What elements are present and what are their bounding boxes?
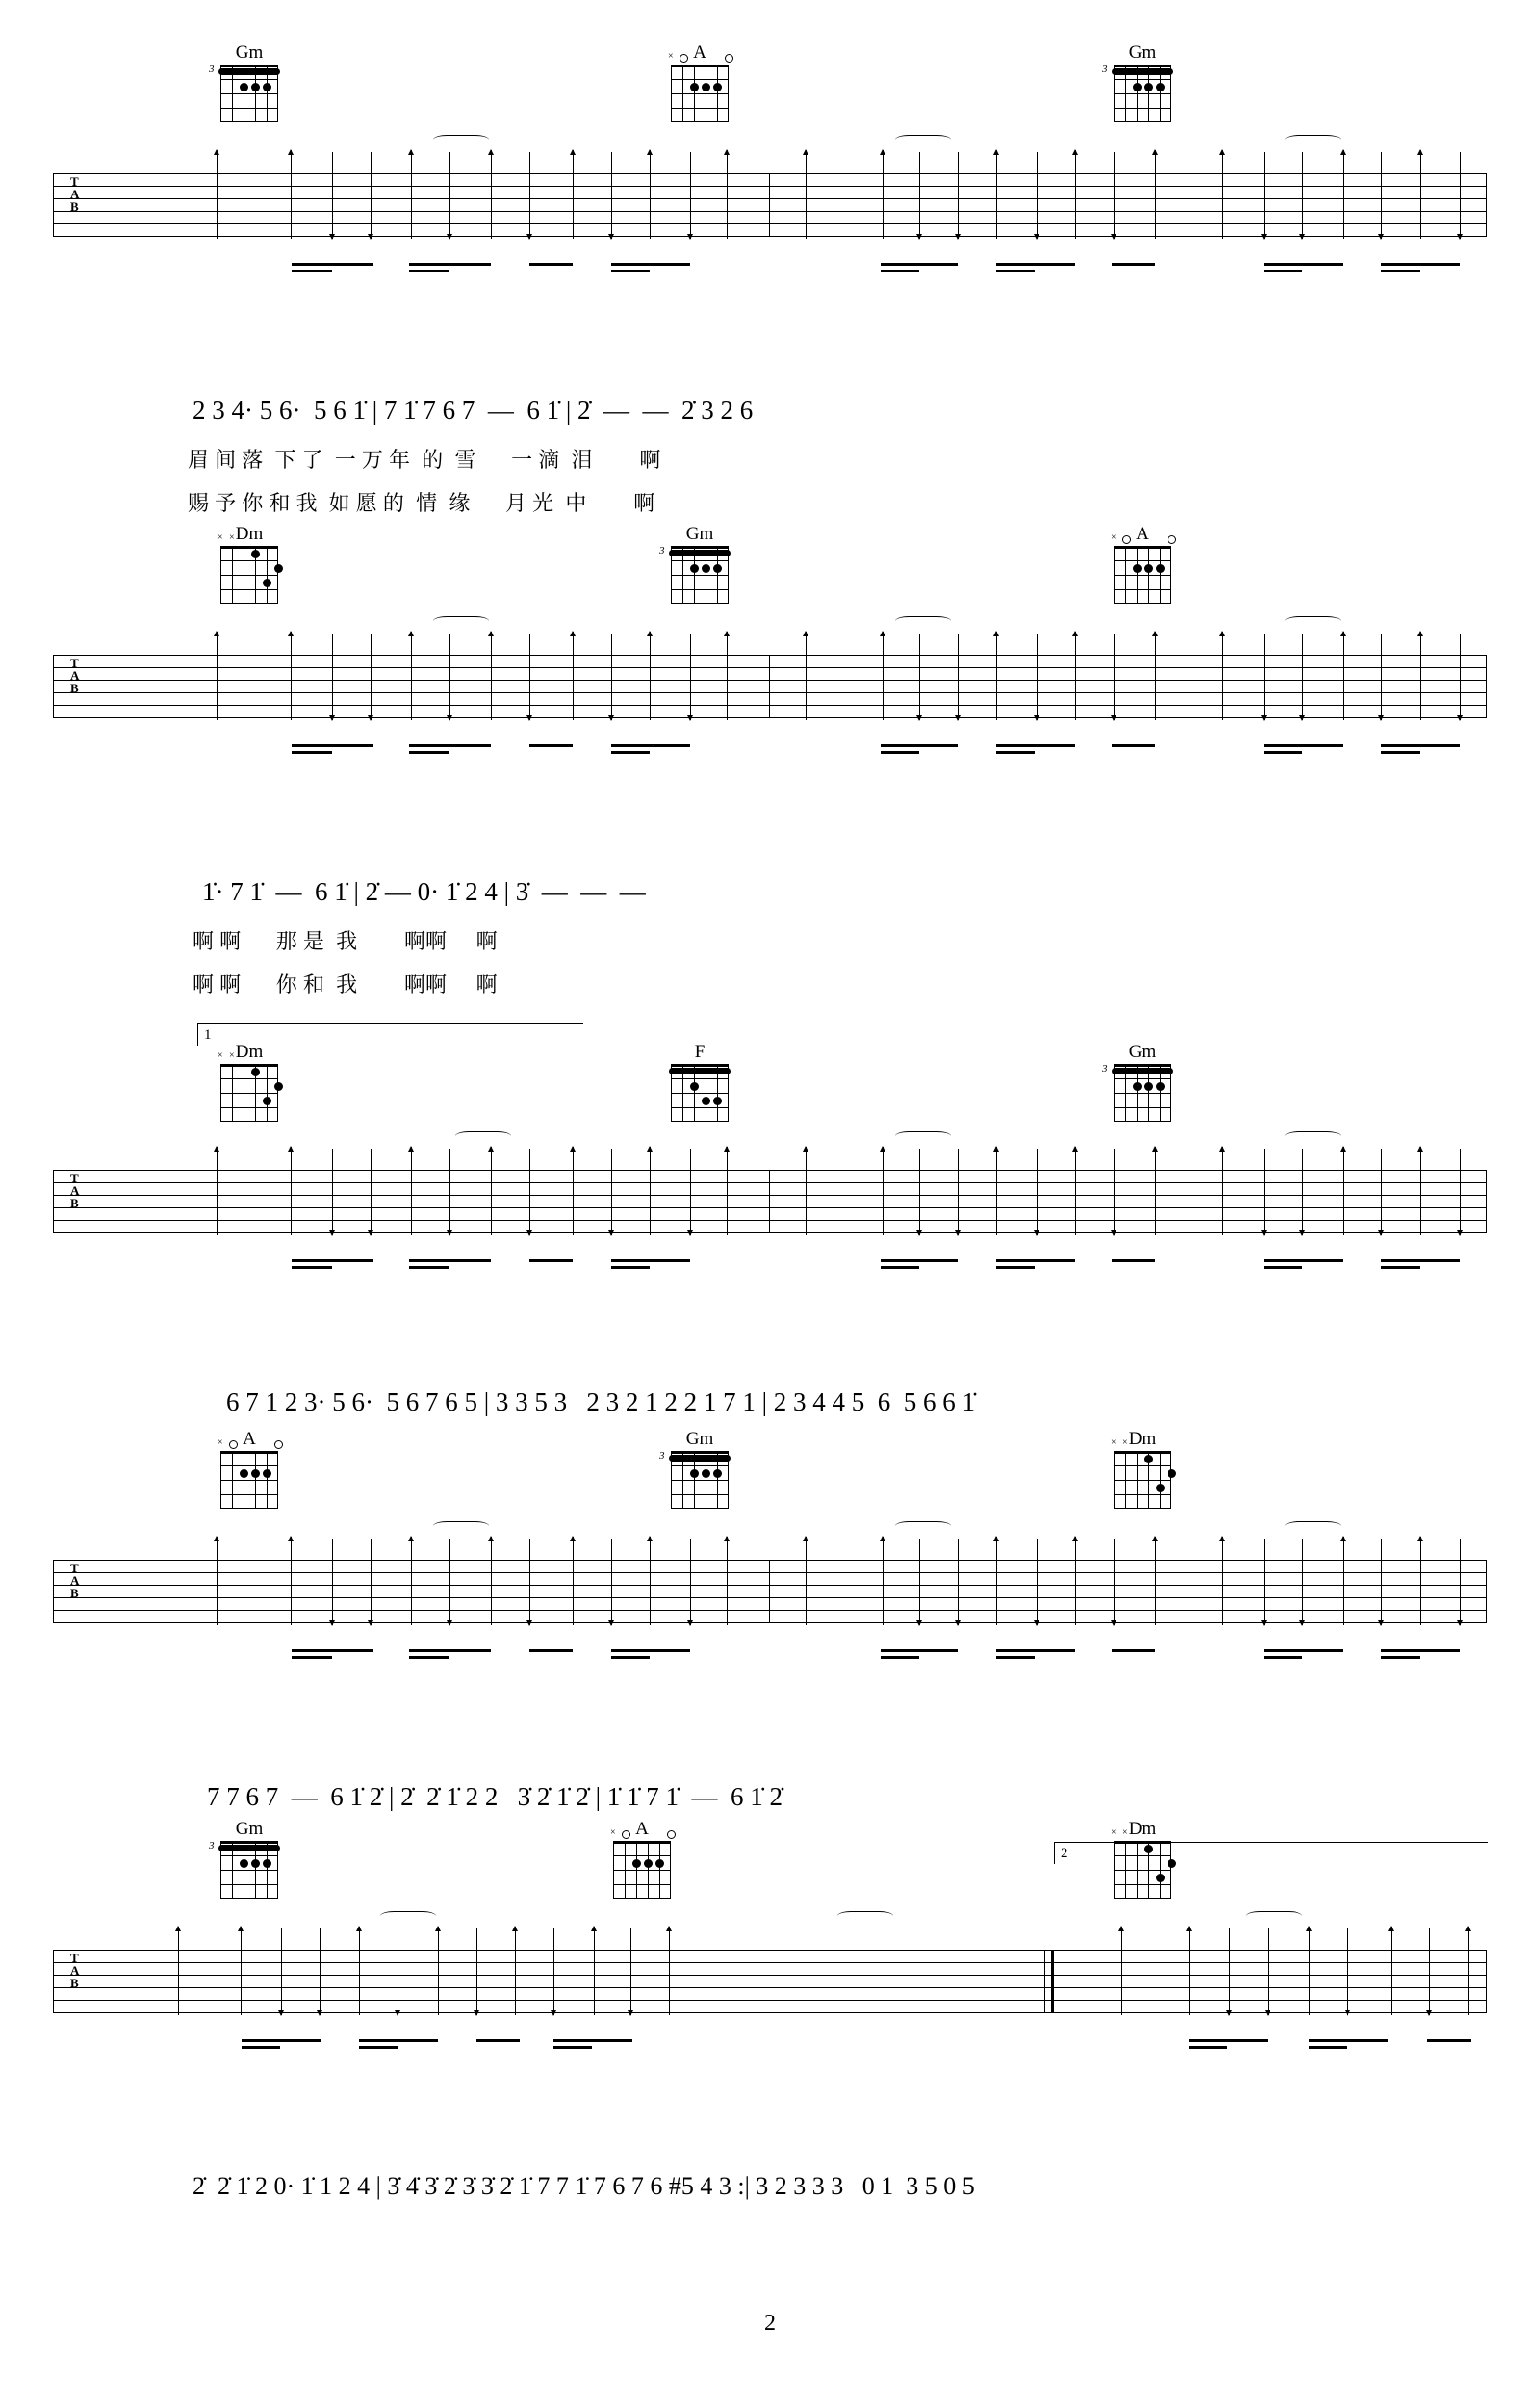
chord-fret-number: 3 xyxy=(1102,64,1108,75)
muted-string-marker: × xyxy=(229,1050,235,1061)
open-string-marker xyxy=(1168,535,1176,544)
muted-string-marker: × xyxy=(610,1827,616,1838)
chord-diagram-a xyxy=(1107,525,1178,604)
chord-diagram-dm xyxy=(1107,1430,1178,1509)
chord-diagram-f xyxy=(664,1043,735,1122)
notation-text: 7 7 6 7 — 6 1̇ 2̇ | 2̇ 2̇ 1̇ 2 2 3̇ 2̇ 1̇ 2̇ | 1̇ 1̇ 7 1̇ — 6 1̇ 2̇ xyxy=(207,1782,783,1811)
tab-clef: T A B xyxy=(70,1171,80,1210)
chord-name: Gm xyxy=(1128,1042,1157,1062)
muted-string-marker: × xyxy=(1111,532,1116,543)
tab-staff xyxy=(53,1560,1487,1637)
muted-string-marker: × xyxy=(218,532,223,543)
open-string-marker xyxy=(274,1440,283,1449)
open-string-marker xyxy=(667,1830,676,1839)
lyrics-verse-2: 啊 啊 你 和 我 啊啊 啊 xyxy=(192,972,498,996)
tab-clef: T A B xyxy=(70,656,80,695)
chord-diagram-gm xyxy=(659,524,735,604)
muted-string-marker: × xyxy=(218,1050,223,1061)
chord-diagram-gm xyxy=(659,1429,735,1509)
muted-string-marker: × xyxy=(1122,1437,1128,1448)
tab-clef: T A B xyxy=(70,1951,80,1990)
muted-string-marker: × xyxy=(229,532,235,543)
chord-diagram-dm xyxy=(214,525,285,604)
open-string-marker xyxy=(725,54,733,63)
lyrics-verse-1: 眉 间 落 下 了 一 万 年 的 雪 一 滴 泪 啊 xyxy=(188,448,661,472)
notation-text: 2̇ 2̇ 1̇ 2 0· 1̇ 1 2 4 | 3̇ 4̇ 3̇ 2̇ 3̇ 3̇ 2̇ 1̇ 7 7 1̇ 7 6 7 6 #5 4 3 :| 3 2 3 3 3 0 1 3 5 0 5 xyxy=(192,2172,975,2200)
numbered-notation xyxy=(0,2142,1540,2232)
chord-diagram-a xyxy=(664,43,735,122)
chord-fret-number: 3 xyxy=(659,1450,665,1462)
chord-name: A xyxy=(693,42,706,63)
chord-fret-number: 3 xyxy=(209,64,215,75)
notation-text: 6 7 1 2 3· 5 6· 5 6 7 6 5 | 3 3 5 3 2 3 2 1 2 2 1 7 1 | 2 3 4 4 5 6 5 6 6 1̇ xyxy=(226,1387,976,1416)
muted-string-marker: × xyxy=(1111,1827,1116,1838)
open-string-marker xyxy=(680,54,688,63)
chord-name: Gm xyxy=(1128,42,1157,63)
chord-diagram-gm xyxy=(1102,42,1178,122)
chord-diagram-a xyxy=(214,1430,285,1509)
repeat-barline xyxy=(1051,1950,1054,2013)
open-string-marker xyxy=(1122,535,1131,544)
chord-name: Dm xyxy=(235,524,264,544)
chord-diagram-gm xyxy=(209,42,285,122)
chord-name: Dm xyxy=(235,1042,264,1062)
muted-string-marker: × xyxy=(668,51,674,62)
open-string-marker xyxy=(622,1830,630,1839)
chord-name: A xyxy=(243,1429,256,1449)
chord-fret-number: 3 xyxy=(659,545,665,556)
tab-staff xyxy=(53,1170,1487,1247)
notation-text: 1̇· 7 1̇ — 6 1̇ | 2̇ — 0· 1̇ 2 4 | 3̇ — — — xyxy=(202,877,646,906)
chord-diagram-gm xyxy=(209,1819,285,1899)
chord-name: Gm xyxy=(235,42,264,63)
chord-name: Gm xyxy=(685,524,714,544)
chord-name: Dm xyxy=(1128,1819,1157,1839)
muted-string-marker: × xyxy=(218,1437,223,1448)
open-string-marker xyxy=(229,1440,238,1449)
chord-name: A xyxy=(635,1819,649,1839)
chord-fret-number: 3 xyxy=(209,1840,215,1851)
chord-name: Gm xyxy=(685,1429,714,1449)
notation-text: 2 3 4· 5 6· 5 6 1̇ | 7 1̇ 7 6 7 — 6 1̇ | 2̇ — — 2̇ 3 2 6 xyxy=(192,396,754,425)
tab-staff xyxy=(53,655,1487,732)
lyrics-verse-1: 啊 啊 那 是 我 啊啊 啊 xyxy=(192,929,498,953)
chord-diagram-dm xyxy=(1107,1820,1178,1899)
tab-staff xyxy=(53,173,1487,250)
lyrics-verse-2: 赐 予 你 和 我 如 愿 的 情 缘 月 光 中 啊 xyxy=(188,491,655,515)
muted-string-marker: × xyxy=(1122,1827,1128,1838)
chord-fret-number: 3 xyxy=(1102,1063,1108,1074)
tab-clef: T A B xyxy=(70,1561,80,1600)
chord-diagram-a xyxy=(606,1820,678,1899)
chord-name: F xyxy=(694,1042,706,1062)
repeat-ending-label: 1 xyxy=(204,1027,212,1043)
chord-diagram-gm xyxy=(1102,1042,1178,1122)
chord-name: Dm xyxy=(1128,1429,1157,1449)
tab-clef: T A B xyxy=(70,174,80,214)
chord-name: Gm xyxy=(235,1819,264,1839)
chord-name: A xyxy=(1136,524,1149,544)
muted-string-marker: × xyxy=(1111,1437,1116,1448)
chord-diagram-dm xyxy=(214,1043,285,1122)
repeat-ending-label: 2 xyxy=(1061,1846,1068,1861)
page-number: 2 xyxy=(764,2311,776,2336)
tab-staff xyxy=(53,1950,1487,2027)
